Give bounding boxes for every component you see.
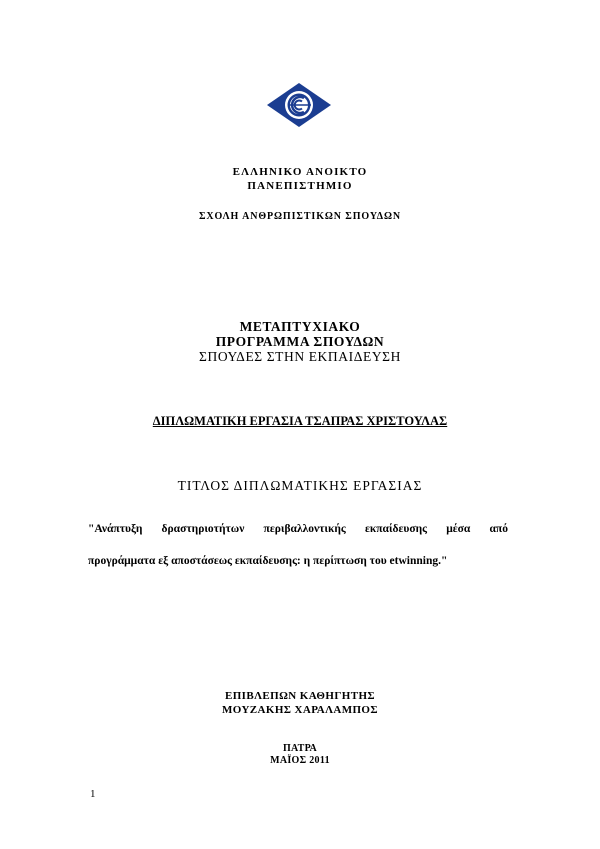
- thesis-title-heading: ΤΙΤΛΟΣ ΔΙΠΛΩΜΑΤΙΚΗΣ ΕΡΓΑΣΙΑΣ: [177, 478, 423, 493]
- thesis-author: ΔΙΠΛΩΜΑΤΙΚΗ ΕΡΓΑΣΙΑ ΤΣΑΠΡΑΣ ΧΡΙΣΤΟΥΛΑΣ: [152, 414, 448, 428]
- university-logo-icon: [266, 82, 332, 128]
- school-name: ΣΧΟΛΗ ΑΝΘΡΩΠΙΣΤΙΚΩΝ ΣΠΟΥΔΩΝ: [198, 211, 401, 222]
- program-subtitle: ΣΠΟΥΔΕΣ ΣΤΗΝ ΕΚΠΑΙΔΕΥΣΗ: [199, 349, 401, 364]
- date: ΜΑΪΟΣ 2011: [270, 755, 330, 766]
- city: ΠΑΤΡΑ: [282, 743, 318, 754]
- institution-name-line1: ΕΛΛΗΝΙΚΟ ΑΝΟΙΚΤΟ: [232, 166, 368, 178]
- program-title-line1: ΜΕΤΑΠΤΥΧΙΑΚΟ: [239, 319, 361, 334]
- program-title-line2: ΠΡΟΓΡΑΜΜΑ ΣΠΟΥΔΩΝ: [215, 334, 385, 349]
- thesis-title-line2: προγράμματα εξ αποστάσεως εκπαίδευσης: η περίπτωση του etwinning.": [88, 555, 448, 567]
- supervisor-name: ΜΟΥΖΑΚΗΣ ΧΑΡΑΛΑΜΠΟΣ: [222, 704, 378, 716]
- page-number: 1: [90, 788, 96, 800]
- institution-name-line2: ΠΑΝΕΠΙΣΤΗΜΙΟ: [247, 180, 353, 192]
- thesis-title-line1: "Ανάπτυξη δραστηριοτήτων περιβαλλοντικής εκπαίδευσης μέσα από: [88, 523, 508, 535]
- supervisor-label: ΕΠΙΒΛΕΠΩΝ ΚΑΘΗΓΗΤΗΣ: [224, 690, 375, 702]
